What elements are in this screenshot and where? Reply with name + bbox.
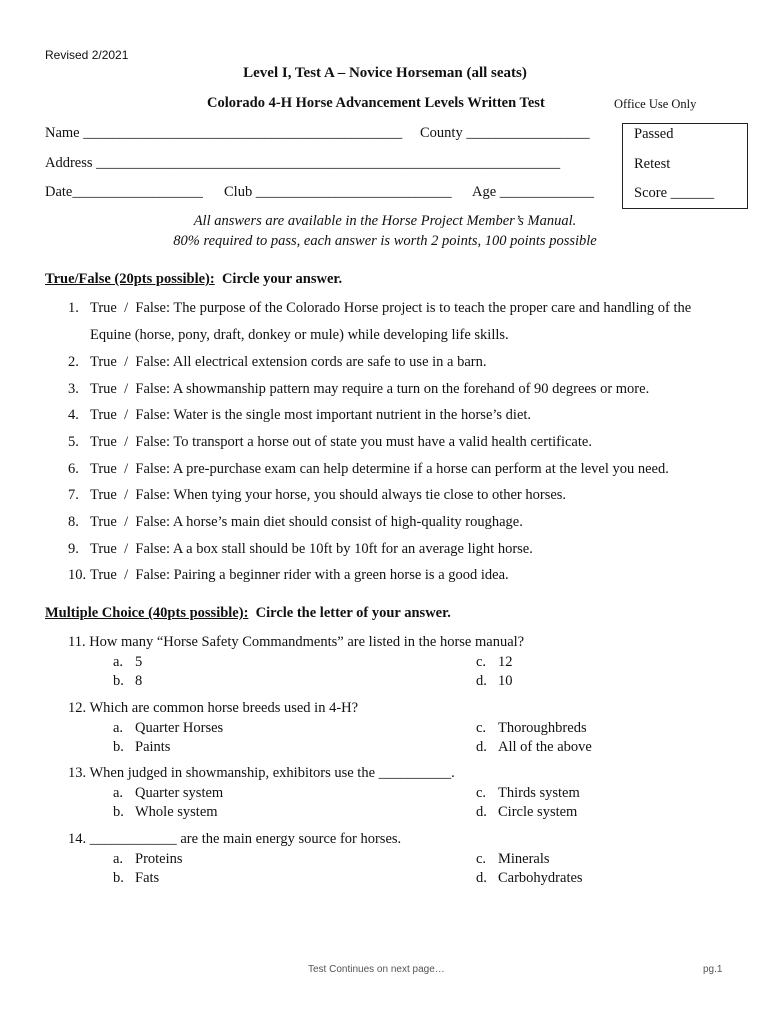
tf-answer-choice[interactable]: True / False: <box>90 567 171 583</box>
tf-question[interactable] <box>68 461 669 478</box>
mc-option-d[interactable] <box>476 739 592 756</box>
tf-question-text: A pre-purchase exam can help determine if a horse can perform at the level you need. <box>172 461 669 477</box>
tf-question-text: To transport a horse out of state you must have a valid health certificate. <box>173 434 592 450</box>
tf-question-number: 4. <box>68 407 79 423</box>
mc-option-text: Fats <box>135 870 160 886</box>
mc-option-letter: c. <box>476 720 487 736</box>
mc-option-a[interactable] <box>113 720 223 737</box>
office-use-box <box>622 123 748 209</box>
tf-question-number: 10. <box>68 567 87 583</box>
true-false-heading <box>45 271 342 288</box>
mc-option-letter: c. <box>476 785 487 801</box>
mc-option-a[interactable] <box>113 654 142 671</box>
instructions-line-2: 80% required to pass, each answer is worth 2 points, 100 points possible <box>173 233 597 249</box>
mc-option-a[interactable] <box>113 851 183 868</box>
mc-option-text: 5 <box>135 654 143 670</box>
date-field[interactable]: Date__________________ <box>45 184 203 200</box>
tf-question[interactable] <box>68 514 523 531</box>
mc-question: 11. How many “Horse Safety Commandments” are listed in the horse manual? <box>68 634 525 650</box>
county-field[interactable]: County _________________ <box>420 125 590 141</box>
mc-option-c[interactable] <box>476 851 550 868</box>
continues-note: Test Continues on next page… <box>308 964 445 975</box>
tf-question-text: The purpose of the Colorado Horse project is to teach the proper care and handling of the <box>173 300 692 316</box>
mc-option-d[interactable] <box>476 870 583 887</box>
mc-option-d[interactable] <box>476 673 513 690</box>
mc-option-letter: d. <box>476 673 487 689</box>
page-subtitle: Colorado 4-H Horse Advancement Levels Written Test <box>207 95 545 111</box>
tf-question-text: Water is the single most important nutrient in the horse’s diet. <box>173 407 532 423</box>
tf-answer-choice[interactable]: True / False: <box>90 381 171 397</box>
tf-question-continuation: Equine (horse, pony, draft, donkey or mule) while developing life skills. <box>90 327 509 343</box>
tf-question[interactable] <box>68 354 487 371</box>
mc-option-text: Circle system <box>498 804 578 820</box>
page-title: Level I, Test A – Novice Horseman (all seats) <box>243 65 527 81</box>
mc-question: 13. When judged in showmanship, exhibitors use the __________. <box>68 765 455 781</box>
mc-option-letter: d. <box>476 804 487 820</box>
mc-option-letter: d. <box>476 739 487 755</box>
office-use-label: Office Use Only <box>614 97 697 111</box>
mc-option-text: Quarter Horses <box>135 720 224 736</box>
score-field[interactable]: Score ______ <box>634 185 715 201</box>
multiple-choice-instruction: Circle the letter of your answer. <box>255 605 451 621</box>
mc-option-text: Proteins <box>135 851 183 867</box>
passed-label: Passed <box>634 126 674 142</box>
tf-question-text: When tying your horse, you should always tie close to other horses. <box>173 487 567 503</box>
tf-question-number: 7. <box>68 487 79 503</box>
tf-question[interactable] <box>68 567 509 584</box>
name-field[interactable]: Name ____________________________________________ <box>45 125 403 141</box>
mc-question: 14. ____________ are the main energy source for horses. <box>68 831 402 847</box>
mc-option-text: Whole system <box>135 804 218 820</box>
mc-option-letter: b. <box>113 739 124 755</box>
mc-option-letter: a. <box>113 851 124 867</box>
tf-question[interactable] <box>68 381 649 398</box>
mc-option-b[interactable] <box>113 870 159 887</box>
address-field[interactable]: Address ________________________________________________________________ <box>45 155 561 171</box>
mc-question: 12. Which are common horse breeds used in 4-H? <box>68 700 359 716</box>
tf-question[interactable] <box>68 541 533 558</box>
tf-answer-choice[interactable]: True / False: <box>90 541 171 557</box>
tf-answer-choice[interactable]: True / False: <box>90 487 171 503</box>
tf-question-number: 5. <box>68 434 79 450</box>
mc-option-c[interactable] <box>476 654 513 671</box>
mc-option-letter: a. <box>113 654 124 670</box>
mc-option-text: 12 <box>498 654 513 670</box>
true-false-title: True/False (20pts possible): <box>45 271 215 287</box>
tf-answer-choice[interactable]: True / False: <box>90 300 171 316</box>
tf-question-number: 1. <box>68 300 79 316</box>
retest-label: Retest <box>634 156 671 172</box>
revised-date: Revised 2/2021 <box>45 48 129 62</box>
mc-option-text: Quarter system <box>135 785 224 801</box>
club-field[interactable]: Club ___________________________ <box>224 184 452 200</box>
mc-option-letter: b. <box>113 673 124 689</box>
age-field[interactable]: Age _____________ <box>472 184 595 200</box>
tf-question-number: 8. <box>68 514 79 530</box>
page-number: pg.1 <box>703 964 723 975</box>
mc-option-b[interactable] <box>113 673 142 690</box>
tf-question-number: 9. <box>68 541 79 557</box>
tf-question-text: A showmanship pattern may require a turn on the forehand of 90 degrees or more. <box>172 381 650 397</box>
tf-question-text: A horse’s main diet should consist of high-quality roughage. <box>172 514 523 530</box>
mc-option-letter: c. <box>476 851 487 867</box>
tf-question[interactable] <box>68 300 691 317</box>
mc-option-text: Thoroughbreds <box>498 720 587 736</box>
mc-option-text: Paints <box>135 739 171 755</box>
mc-option-text: Carbohydrates <box>498 870 583 886</box>
tf-question-text: A a box stall should be 10ft by 10ft for an average light horse. <box>172 541 533 557</box>
tf-answer-choice[interactable]: True / False: <box>90 461 171 477</box>
mc-option-letter: a. <box>113 720 124 736</box>
tf-question[interactable] <box>68 434 592 451</box>
tf-question[interactable] <box>68 487 566 504</box>
mc-option-text: Minerals <box>498 851 550 867</box>
tf-question[interactable] <box>68 407 531 424</box>
mc-option-text: Thirds system <box>498 785 580 801</box>
mc-option-text: All of the above <box>498 739 592 755</box>
tf-question-text: Pairing a beginner rider with a green horse is a good idea. <box>173 567 509 583</box>
mc-option-letter: d. <box>476 870 487 886</box>
mc-option-d[interactable] <box>476 804 577 821</box>
multiple-choice-heading <box>45 605 451 622</box>
tf-question-number: 2. <box>68 354 79 370</box>
mc-option-letter: c. <box>476 654 487 670</box>
mc-option-c[interactable] <box>476 720 587 737</box>
tf-answer-choice[interactable]: True / False: <box>90 434 171 450</box>
mc-option-b[interactable] <box>113 739 170 756</box>
mc-option-letter: b. <box>113 870 124 886</box>
multiple-choice-title: Multiple Choice (40pts possible): <box>45 605 249 621</box>
mc-option-b[interactable] <box>113 804 218 821</box>
true-false-instruction: Circle your answer. <box>221 271 343 287</box>
tf-answer-choice[interactable]: True / False: <box>90 514 171 530</box>
tf-question-number: 6. <box>68 461 79 477</box>
tf-question-text: All electrical extension cords are safe to use in a barn. <box>172 354 487 370</box>
mc-option-letter: a. <box>113 785 124 801</box>
instructions-line-1: All answers are available in the Horse Project Member’s Manual. <box>193 213 577 229</box>
tf-question-number: 3. <box>68 381 79 397</box>
mc-option-c[interactable] <box>476 785 580 802</box>
mc-option-a[interactable] <box>113 785 223 802</box>
mc-option-letter: b. <box>113 804 124 820</box>
mc-option-text: 10 <box>498 673 513 689</box>
mc-option-text: 8 <box>135 673 143 689</box>
tf-answer-choice[interactable]: True / False: <box>90 407 171 423</box>
tf-answer-choice[interactable]: True / False: <box>90 354 171 370</box>
